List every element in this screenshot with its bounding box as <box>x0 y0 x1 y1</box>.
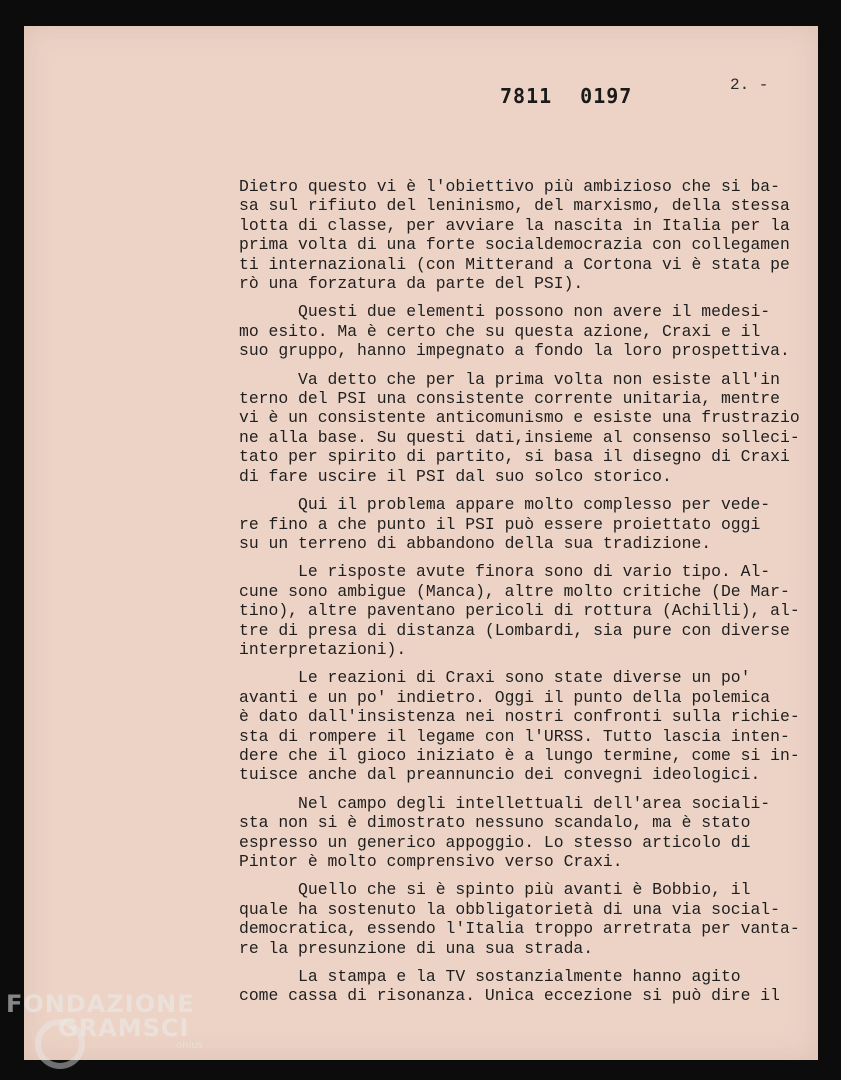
typed-letter-body <box>239 177 799 1015</box>
watermark <box>6 990 203 1051</box>
text-line: Le reazioni di Craxi sono state diverse un po' <box>239 668 751 688</box>
archive-number-part2: 0197 <box>580 84 633 108</box>
archive-number <box>500 84 632 108</box>
text-line: La stampa e la TV sostanzialmente hanno agito <box>239 967 741 987</box>
text-line: ne alla base. Su questi dati,insieme al consenso solleci- <box>239 427 800 447</box>
text-line: terno del PSI una consistente corrente unitaria, mentre <box>239 389 780 409</box>
text-line: tuisce anche dal preannuncio dei convegni ideologici. <box>239 765 761 785</box>
text-line: sa sul rifiuto del leninismo, del marxismo, della stessa <box>239 196 790 216</box>
text-line: espresso un generico appoggio. Lo stesso articolo di <box>239 832 751 852</box>
text-line: Va detto che per la prima volta non esiste all'in <box>239 369 780 389</box>
text-line: ti internazionali (con Mitterand a Cortona vi è stata pe <box>239 254 790 274</box>
watermark-sub: onlus <box>176 1040 203 1051</box>
text-line: Nel campo degli intellettuali dell'area sociali- <box>239 793 771 813</box>
text-line: cune sono ambigue (Manca), altre molto critiche (De Mar- <box>239 581 790 601</box>
text-line: Le risposte avute finora sono di vario tipo. Al- <box>239 562 771 582</box>
text-line: democratica, essendo l'Italia troppo arretrata per vanta- <box>239 919 800 939</box>
text-line: di fare uscire il PSI dal suo solco storico. <box>239 466 672 486</box>
text-line: prima volta di una forte socialdemocrazia con collegamen <box>239 235 790 255</box>
text-line: Quello che si è spinto più avanti è Bobbio, il <box>239 880 751 900</box>
paragraph <box>239 967 799 1006</box>
text-line: Dietro questo vi è l'obiettivo più ambizioso che si ba- <box>239 177 780 196</box>
paragraph <box>239 562 799 659</box>
text-line: quale ha sostenuto la obbligatorietà di una via social- <box>239 899 780 919</box>
watermark-line1: FONDAZIONE <box>6 990 195 1018</box>
text-line: su un terreno di abbandono della sua tradizione. <box>239 533 712 553</box>
text-line: avanti e un po' indietro. Oggi il punto della polemica <box>239 687 771 707</box>
text-line: mo esito. Ma è certo che su questa azione, Craxi e il <box>239 321 761 341</box>
text-line: Pintor è molto comprensivo verso Craxi. <box>239 852 623 871</box>
paragraph <box>239 302 799 360</box>
watermark-line2: GRAMSCI <box>58 1014 190 1042</box>
text-line: re la presunzione di una sua strada. <box>239 938 594 958</box>
text-line: come cassa di risonanza. Unica eccezione si può dire il <box>239 986 780 1006</box>
text-line: suo gruppo, hanno impegnato a fondo la loro prospettiva. <box>239 341 790 361</box>
text-line: rò una forzatura da parte del PSI). <box>239 274 584 294</box>
text-line: tino), altre paventano pericoli di rottura (Achilli), al- <box>239 601 800 621</box>
text-line: vi è un consistente anticomunismo e esiste una frustrazio <box>239 408 800 428</box>
text-line: Qui il problema appare molto complesso per vede- <box>239 495 771 515</box>
text-line: lotta di classe, per avviare la nascita in Italia per la <box>239 215 790 235</box>
text-line: sta non si è dimostrato nessuno scandalo, ma è stato <box>239 813 751 833</box>
text-line: tre di presa di distanza (Lombardi, sia pure con diverse <box>239 620 790 640</box>
text-line: dere che il gioco iniziato è a lungo termine, come si in- <box>239 745 800 765</box>
paragraph <box>239 177 799 293</box>
text-line: Questi due elementi possono non avere il medesi- <box>239 302 771 322</box>
archive-number-part1: 7811 <box>500 84 553 108</box>
text-line: sta di rompere il legame con l'URSS. Tutto lascia inten- <box>239 726 790 746</box>
paragraph <box>239 794 799 872</box>
text-line: re fino a che punto il PSI può essere proiettato oggi <box>239 514 761 534</box>
text-line: interpretazioni). <box>239 639 407 659</box>
paragraph <box>239 370 799 486</box>
text-line: tato per spirito di partito, si basa il disegno di Craxi <box>239 447 790 467</box>
paragraph <box>239 668 799 784</box>
page-number: 2. - <box>730 76 769 94</box>
paragraph <box>239 495 799 553</box>
text-line: è dato dall'insistenza nei nostri confronti sulla richie- <box>239 707 800 727</box>
paragraph <box>239 880 799 958</box>
